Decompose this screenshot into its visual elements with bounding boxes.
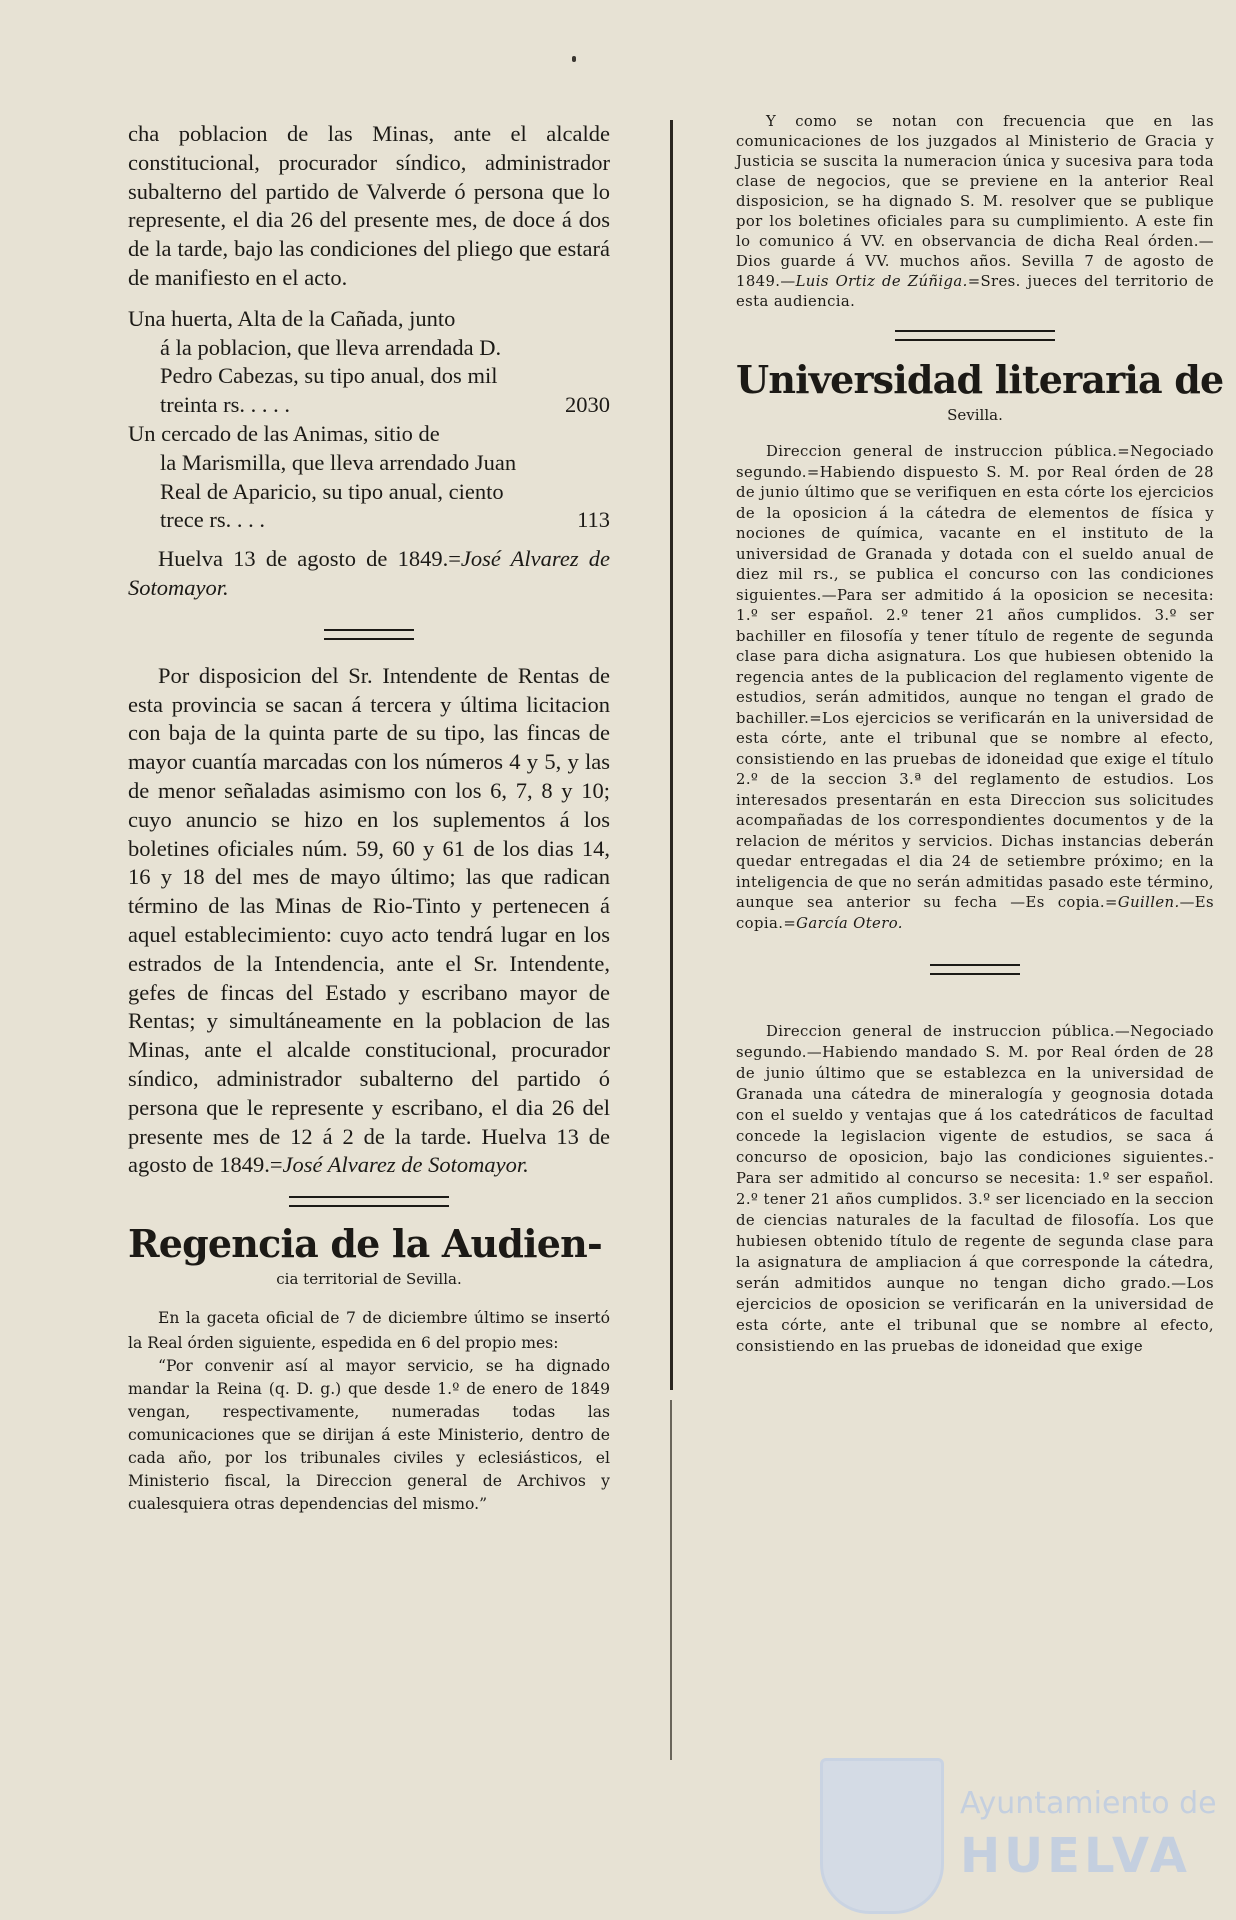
signature: José Alvarez de Sotomayor. <box>282 1152 529 1178</box>
top-text: Y como se notan con frecuencia que en las comunicaciones de los juzgados al Ministerio de Gracia y Justicia se suscita la numeracion única y sucesiva para toda clase de negocios, que se previene en la anterior Real disposicion, se ha dignado S. M. resolver que se publique por los boletines oficiales para su cumplimiento. A este fin lo comunico á VV. en observancia de dicha Real órden.—Dios guarde á VV. muchos años. Sevilla 7 de agosto de 1849.— <box>736 113 1214 290</box>
item-line: Una huerta, Alta de la Cañada, junto <box>128 305 456 331</box>
fisica-paragraph <box>736 442 1214 934</box>
mineralogia-paragraph: Direccion general de instruccion pública.—Negociado segundo.—Habiendo mandado S. M. por Real órden de 28 de junio último que se establezca en la universidad de Granada una cátedra de mineralogía y geognosia dotada con el sueldo y ventajas que á los catedráticos de facultad concede la legislacion vigente de estudios, se saca á concurso de oposicion, bajo las condiciones siguientes.- Para ser admitido al concurso se necesita: 1.º ser español. 2.º tener 21 años cumplidos. 3.º ser licenciado en la seccion de ciencias naturales de la facultad de filosofía. Los que hubiesen obtenido título de regente de segunda clase para la asignatura de ampliacion á que corresponde la cátedra, serán admitidos aunque no tengan dicho grado.—Los ejercicios de oposicion se verificarán en la universidad de esta córte, ante el tribunal que se nombre al efecto, consistiendo en las pruebas de idoneidad que exige <box>736 1023 1214 1355</box>
section-title-universidad: Universidad literaria de <box>736 357 1224 402</box>
property-item-cercado <box>128 420 610 535</box>
item-description: la Marismilla, que lleva arrendado Juan Real de Aparicio, su tipo anual, ciento trece rs. . . . <box>160 449 517 533</box>
real-orden-quote: “Por convenir así al mayor servicio, se ha dignado mandar la Reina (q. D. g.) que desde 1.º de enero de 1849 vengan, respectivamente, numeradas todas las comunicaciones que se dirijan á este Ministerio, dentro de cada año, por los tribunales civiles y eclesiásticos, el Ministerio fiscal, la Direccion general de Archivos y cualesquiera otras dependencias del mismo.” <box>128 1357 610 1514</box>
column-divider <box>670 120 673 1390</box>
top-paragraph <box>736 112 1214 312</box>
separator-rule <box>289 1196 449 1207</box>
addressee: =Sres. jueces del territorio de esta audiencia. <box>736 273 1215 310</box>
item-line: Un cercado de las Animas, sitio de <box>128 420 440 446</box>
section-title-regencia: Regencia de la Audien- <box>128 1221 602 1267</box>
property-item-huerta <box>128 305 610 420</box>
separator-rule <box>324 629 414 640</box>
signature: Luis Ortiz de Zúñiga. <box>795 273 968 290</box>
ink-dot <box>572 56 576 62</box>
item-amount: 113 <box>577 507 610 533</box>
copia-text: —Es copia.= <box>736 894 1214 932</box>
watermark-line2: HUELVA <box>960 1828 1191 1884</box>
date-signature-1 <box>128 545 610 603</box>
watermark-line1: Ayuntamiento de <box>960 1786 1217 1821</box>
date-text: Huelva 13 de agosto de 1849.= <box>158 546 461 572</box>
signature: José Alvarez de Sotomayor. <box>128 546 610 600</box>
intro-paragraph: cha poblacion de las Minas, ante el alcalde constitucional, procurador síndico, administrador subalterno del partido de Valverde ó persona que lo represente, el dia 26 del presente mes, de doce á dos de la tarde, bajo las condiciones del pliego que estará de manifiesto en el acto. <box>128 121 610 290</box>
item-amount: 2030 <box>565 392 610 418</box>
left-column <box>128 120 610 1516</box>
separator-rule <box>895 330 1055 341</box>
section-subtitle: Sevilla. <box>947 406 1003 424</box>
separator-rule <box>930 964 1020 975</box>
rentas-paragraph <box>128 662 610 1180</box>
section-subtitle: cia territorial de Sevilla. <box>276 1270 462 1289</box>
gaceta-paragraph: En la gaceta oficial de 7 de diciembre último se insertó la Real órden siguiente, espedida en 6 del propio mes: <box>128 1309 610 1352</box>
item-description: á la poblacion, que lleva arrendada D. Pedro Cabezas, su tipo anual, dos mil treinta rs. . . . . <box>160 334 502 418</box>
signature: Guillen. <box>1117 894 1180 911</box>
coat-of-arms-icon <box>820 1758 944 1914</box>
fisica-text: Direccion general de instruccion pública.=Negociado segundo.=Habiendo dispuesto S. M. por Real órden de 28 de junio último que se verifiquen en esta córte los ejercicios de la oposicion á la cátedra de elementos de física y nociones de química, vacante en el instituto de la universidad de Granada y dotada con el sueldo anual de diez mil rs., se publica el concurso con las condiciones siguientes.—Para ser admitido á la oposicion se necesita: 1.º ser español. 2.º tener 21 años cumplidos. 3.º ser bachiller en filosofía y tener título de regente de segunda clase para dicha asignatura. Los que hubiesen obtenido la regencia antes de la publicacion del reglamento vigente de estudios, serán admitidos, aunque no tengan el grado de bachiller.=Los ejercicios se verificarán en la universidad de esta córte, ante el tribunal que se nombre al efecto, consistiendo en las pruebas de idoneidad que exige el título 2.º de la seccion 3.ª del reglamento de estudios. Los interesados presentarán en esta Direccion sus solicitudes acompañadas de los correspondientes documentos y de la relacion de méritos y servicios. Dichas instancias deberán quedar entregadas el dia 24 de setiembre próximo; en la inteligencia de que no serán admitidas pasado este término, aunque sea anterior su fecha —Es copia.= <box>736 443 1214 911</box>
signature: García Otero. <box>796 914 903 932</box>
rentas-text: Por disposicion del Sr. Intendente de Rentas de esta provincia se sacan á tercera y última licitacion con baja de la quinta parte de su tipo, las fincas de mayor cuantía marcadas con los números 4 y 5, y las de menor señaladas asimismo con los 6, 7, 8 y 10; cuyo anuncio se hizo en los suplementos á los boletines oficiales núm. 59, 60 y 61 de los dias 14, 16 y 18 del mes de mayo último; las que radican término de las Minas de Rio-Tinto y pertenecen á aquel establecimiento: cuyo acto tendrá lugar en los estrados de la Intendencia, ante el Sr. Intendente, gefes de fincas del Estado y escribano mayor de Rentas; y simultáneamente en la poblacion de las Minas, ante el alcalde constitucional, procurador síndico, administrador subalterno del partido ó persona que le represente y escribano, el dia 26 del presente mes de 12 á 2 de la tarde. Huelva 13 de agosto de 1849.= <box>128 662 610 1178</box>
right-column <box>736 112 1224 1357</box>
ayuntamiento-watermark <box>820 1758 1220 1908</box>
column-divider-lower <box>670 1400 672 1760</box>
